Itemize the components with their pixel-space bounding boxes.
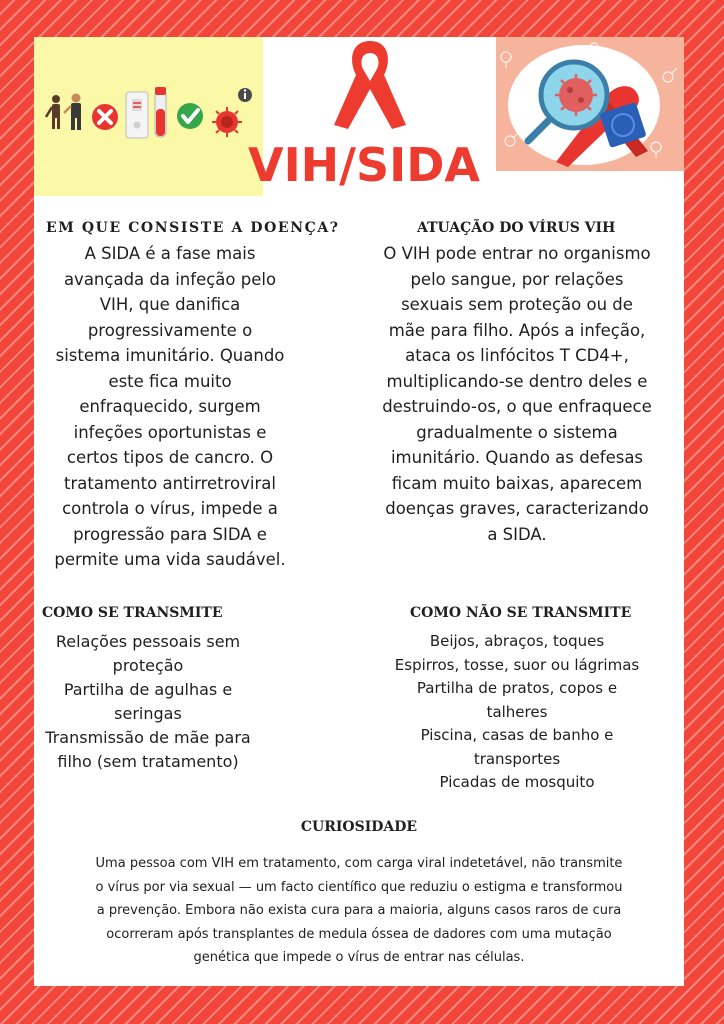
transmits-heading: COMO SE TRANSMITE [42, 605, 223, 621]
list-item: Espirros, tosse, suor ou lágrimas [394, 655, 640, 674]
green-check-icon [177, 103, 203, 129]
not-transmits-heading: COMO NÃO SE TRANSMITE [410, 605, 632, 621]
virus-icon [212, 107, 242, 137]
list-item: Beijos, abraços, toques [429, 632, 605, 650]
list-item: talheres [486, 702, 548, 721]
test-kit-icon [126, 92, 148, 138]
list-item: Partilha de pratos, copos e [416, 679, 618, 697]
red-x-icon [92, 104, 118, 130]
list-item: seringas [114, 704, 182, 723]
people-icon [46, 94, 81, 131]
poster-card [34, 37, 684, 986]
virus-heading: ATUAÇÃO DO VÍRUS VIH [417, 220, 616, 236]
blood-vial-icon [155, 87, 166, 137]
page-title: VIH/SIDA [247, 138, 481, 192]
list-item: proteção [112, 656, 184, 675]
virus-text: O VIH pode entrar no organismo pelo sangue, por relações sexuais sem proteção ou de mãe para filho. Após a infeção, ataca os linfócitos T CD4+, multiplicando-se dentro deles e destruindo-os, o que enfraquece gradualmente o sistema imunitário. Quando as defesas ficam muito baixas, aparecem doenças graves, caracterizando a SIDA. [382, 244, 652, 544]
list-item: Piscina, casas de banho e [420, 726, 614, 744]
list-item: Partilha de agulhas e [63, 680, 233, 699]
magnifier-virus-icon [496, 37, 684, 171]
curiosity-text: Uma pessoa com VIH em tratamento, com carga viral indetetável, não transmite o vírus por via sexual — um facto científico que reduziu o estigma e transformou a prevenção. Embora não exista cura para a maioria, alguns casos raros de cura ocorreram após transplantes de medula óssea de dadores com uma mutação genética que impede o vírus de entrar nas células. [95, 856, 623, 965]
list-item: Picadas de mosquito [439, 773, 595, 791]
list-item: transportes [473, 749, 561, 768]
red-ribbon-icon [330, 37, 410, 132]
curiosity-heading: CURIOSIDADE [300, 819, 418, 835]
virus-illustration-panel [496, 37, 684, 171]
list-item: Transmissão de mãe para [45, 728, 251, 747]
not-transmits-list [350, 630, 684, 795]
disease-heading: EM QUE CONSISTE A DOENÇA? [46, 220, 340, 236]
transmits-list [34, 630, 262, 774]
virus-in-lens-icon [555, 74, 597, 116]
list-item: filho (sem tratamento) [57, 752, 239, 771]
disease-text: A SIDA é a fase mais avançada da infeção pelo VIH, que danifica progressivamente o sistema imunitário. Quando este fica muito enfraquecido, surgem infeções oportunistas e certos tipos de cancro. O tratamento antirretroviral controla o vírus, impede a progressão para SIDA e permite uma vida saudável. [54, 244, 286, 569]
list-item: Relações pessoais sem [55, 632, 241, 651]
info-icon [238, 88, 252, 102]
